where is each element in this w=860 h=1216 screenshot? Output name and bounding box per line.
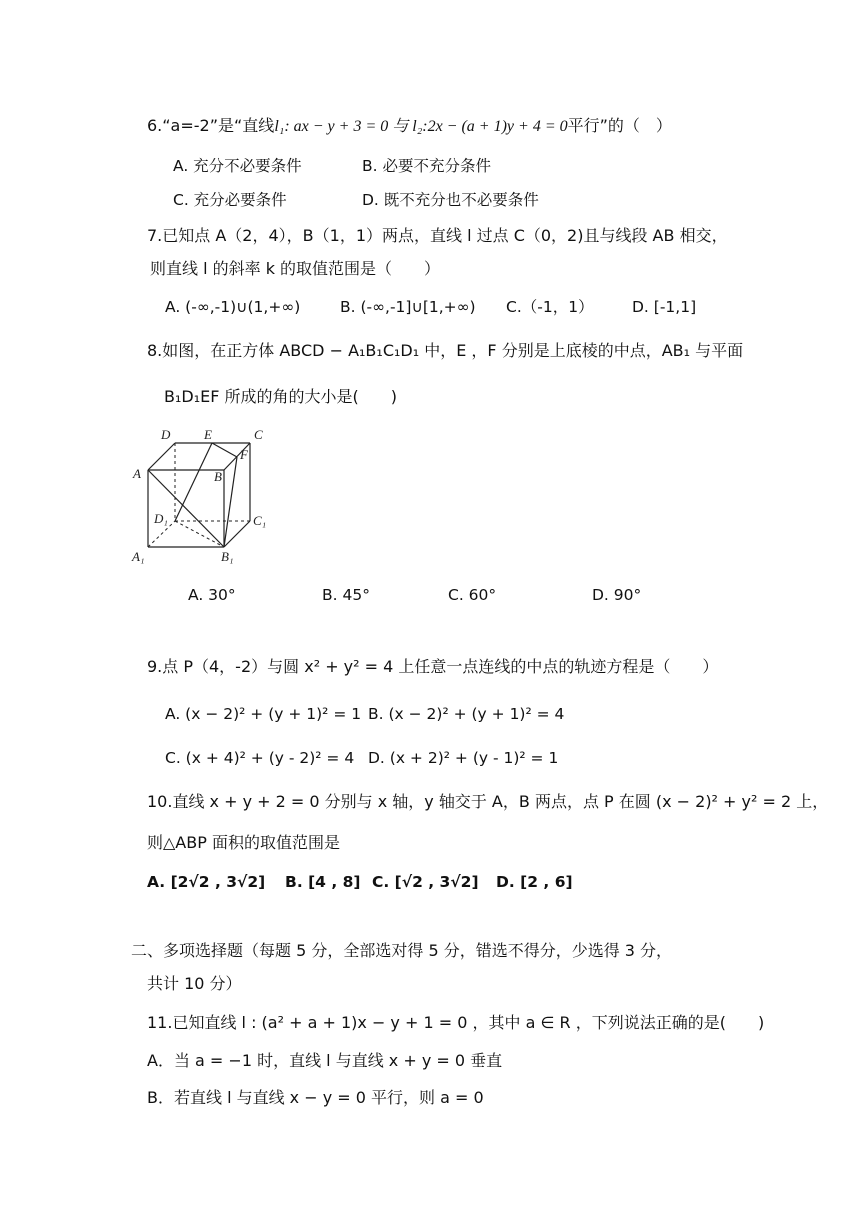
label-F: F <box>240 447 248 462</box>
q6-stem <box>147 115 672 138</box>
q7-line1: 7.已知点 A（2，4），B（1，1）两点，直线 l 过点 C（0，2)且与线段 AB 相交， <box>147 226 728 245</box>
q6-option-d: D. 既不充分也不必要条件 <box>362 191 539 209</box>
label-B1: B₁ <box>221 549 234 564</box>
section2-heading-line1: 二、多项选择题（每题 5 分，全部选对得 5 分，错选不得分，少选得 3 分， <box>131 941 673 960</box>
q8-line2: B₁D₁EF 所成的角的大小是( ) <box>164 387 398 406</box>
q7-option-a: A. (-∞,-1)∪(1,+∞) <box>165 298 301 316</box>
q6-option-a: A. 充分不必要条件 <box>173 157 302 175</box>
cube-figure <box>128 425 278 565</box>
q6-stem-math: l₁: ax − y + 3 = 0 与 l₂:2x − (a + 1)y + 4 = 0 <box>274 118 568 135</box>
q9-option-b: B. (x − 2)² + (y + 1)² = 4 <box>368 705 565 723</box>
label-C: C <box>254 427 263 442</box>
q8-option-d: D. 90° <box>592 586 642 604</box>
q9-option-c: C. (x + 4)² + (y - 2)² = 4 <box>165 749 355 767</box>
q10-option-a: A. [2√2 , 3√2] <box>147 873 266 891</box>
q7-option-c: C.（-1，1） <box>506 298 594 316</box>
label-D: D <box>161 427 171 442</box>
q10-option-c: C. [√2 , 3√2] <box>372 873 479 891</box>
label-D1: D₁ <box>154 511 168 526</box>
label-B: B <box>214 469 222 484</box>
q10-line2: 则△ABP 面积的取值范围是 <box>147 833 340 852</box>
q8-line1: 8.如图，在正方体 ABCD − A₁B₁C₁D₁ 中，E ，F 分别是上底棱的中点，AB₁ 与平面 <box>147 341 744 360</box>
q11-option-b: B．若直线 l 与直线 x − y = 0 平行，则 a = 0 <box>147 1088 484 1107</box>
q6-stem-b: 平行”的（ ） <box>567 116 672 135</box>
label-C1: C₁ <box>253 513 267 528</box>
q8-option-b: B. 45° <box>322 586 370 604</box>
q11-option-a: A．当 a = −1 时，直线 l 与直线 x + y = 0 垂直 <box>147 1051 503 1070</box>
label-A: A <box>133 466 141 481</box>
q10-option-d: D. [2 , 6] <box>496 873 573 891</box>
q8-option-c: C. 60° <box>448 586 497 604</box>
q6-option-c: C. 充分必要条件 <box>173 191 287 209</box>
q6-option-b: B. 必要不充分条件 <box>362 157 491 175</box>
q9-line1: 9.点 P（4，-2）与圆 x² + y² = 4 上任意一点连线的中点的轨迹方程是（ ） <box>147 657 719 676</box>
section2-heading-line2: 共计 10 分） <box>147 974 242 993</box>
q11-line1: 11.已知直线 l : (a² + a + 1)x − y + 1 = 0 ，其中 a ∈ R ，下列说法正确的是( ) <box>147 1013 765 1032</box>
q7-line2: 则直线 l 的斜率 k 的取值范围是（ ） <box>150 259 441 278</box>
label-E: E <box>204 427 212 442</box>
q9-option-a: A. (x − 2)² + (y + 1)² = 1 <box>165 705 362 723</box>
q8-option-a: A. 30° <box>188 586 236 604</box>
q9-option-d: D. (x + 2)² + (y - 1)² = 1 <box>368 749 559 767</box>
label-A1: A₁ <box>132 549 145 564</box>
q10-line1: 10.直线 x + y + 2 = 0 分别与 x 轴，y 轴交于 A，B 两点，点 P 在圆 (x − 2)² + y² = 2 上， <box>147 792 829 811</box>
q7-option-d: D. [-1,1] <box>632 298 697 316</box>
q10-option-b: B. [4 , 8] <box>285 873 361 891</box>
q7-option-b: B. (-∞,-1]∪[1,+∞) <box>340 298 476 316</box>
q6-stem-a: 6.“a=-2”是“直线 <box>147 116 275 135</box>
